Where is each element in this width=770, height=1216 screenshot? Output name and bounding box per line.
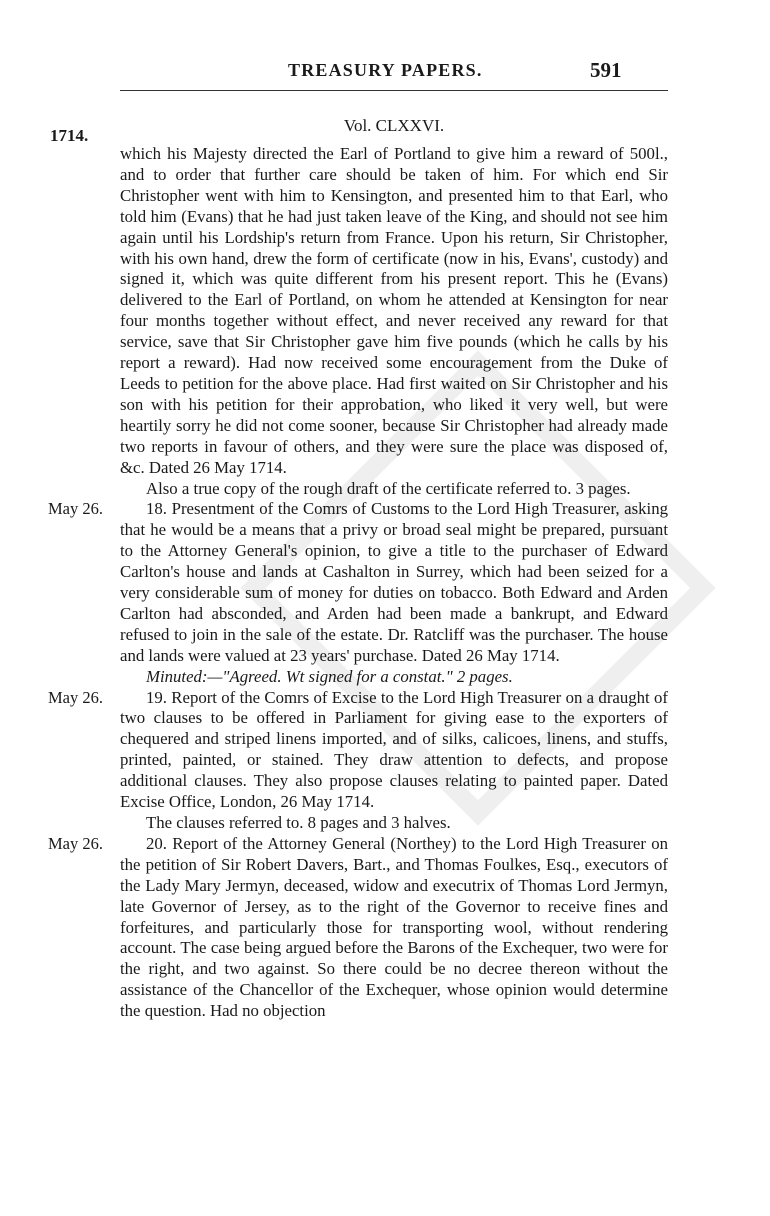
entry-date: May 26. (48, 687, 103, 707)
entry-note: The clauses referred to. 8 pages and 3 halves. (146, 813, 451, 832)
page-body (48, 144, 668, 1022)
entry-date: May 26. (48, 499, 103, 519)
entry-paragraph: 18. Presentment of the Comrs of Customs to the Lord High Treasurer, asking that he would be a means that a privy or broad seal might be prepared, pursuant to the Attorney General's opinion, to give a title to the purchaser of Edward Carlton's house and lands at Cashalton in Surrey, which had been seized for a very considerable sum of money for duties on tobacco. Both Edward and Arden Carlton had absconded, and Arden had been made a bankrupt, and Edward refused to join in the sale of the estate. Dr. Ratcliff was the purchaser. The house and lands were valued at 23 years' purchase. Dated 26 May 1714. (120, 499, 668, 665)
entry-paragraph: 19. Report of the Comrs of Excise to the Lord High Treasurer on a draught of two clauses to be offered in Parliament for giving ease to the exporters of chequered and striped linens imported, and of silks, calicoes, linens, and stuffs, printed, painted, or stained. They draw attention to defects, and propose additional clauses. They also propose clauses relating to painted paper. Dated Excise Office, London, 26 May 1714. (120, 687, 668, 812)
entry-continued (120, 144, 668, 499)
volume-heading: Vol. CLXXVI. (343, 116, 445, 135)
running-head (0, 60, 770, 88)
header-rule (120, 90, 668, 91)
entry-date: May 26. (48, 833, 103, 853)
running-title: TREASURY PAPERS. (288, 60, 483, 80)
entry-note: Also a true copy of the rough draft of the certificate referred to. 3 pages. (146, 478, 631, 498)
entry-18 (48, 499, 668, 687)
entry-minute: Minuted:—"Agreed. Wt signed for a constat." 2 pages. (146, 666, 513, 686)
entry-20 (48, 833, 668, 1022)
entry-19 (48, 687, 668, 834)
entry-paragraph: 20. Report of the Attorney General (Northey) to the Lord High Treasurer on the petition of Sir Robert Davers, Bart., and Thomas Foulkes, Esq., executors of the Lady Mary Jermyn, deceased, widow and executrix of Thomas Lord Jermyn, late Governor of Jersey, as to the right of the Governor to receive fines and forfeitures, and particularly those for transporting wool, without rendering account. The case being argued before the Barons of the Exchequer, two were for the right, and two against. So there could be no decree thereon without the assistance of the Chancellor of the Exchequer, whose opinion would determine the question. Had no objection (120, 833, 668, 1021)
page-number: 591 (590, 58, 622, 82)
year-margin-note: 1714. (50, 126, 89, 145)
entry-paragraph: which his Majesty directed the Earl of Portland to give him a reward of 500l., and to order that further care should be taken of him. For which end Sir Christopher went with him to Kensington, and presented him to that Earl, who told him (Evans) that he had just taken leave of the King, and should not see him again until his Lordship's return from France. Upon his return, Sir Christopher, with his own hand, drew the form of certificate (now in his, Evans', custody) and signed it, which was quite different from his present report. This he (Evans) delivered to the Earl of Portland, on whom he attended at Kensington for near four months together without effect, and never received any reward for that service, save that Sir Christopher gave him five pounds (which he calls by his report a reward). Had now received some encouragement from the Duke of Leeds to petition for the above place. Had first waited on Sir Christopher and his son with his petition for their approbation, who liked it very well, but were heartily sorry he did not come sooner, because Sir Christopher had already made two reports in favour of others, and they were sure the place was disposed of, &c. Dated 26 May 1714. (120, 144, 668, 477)
